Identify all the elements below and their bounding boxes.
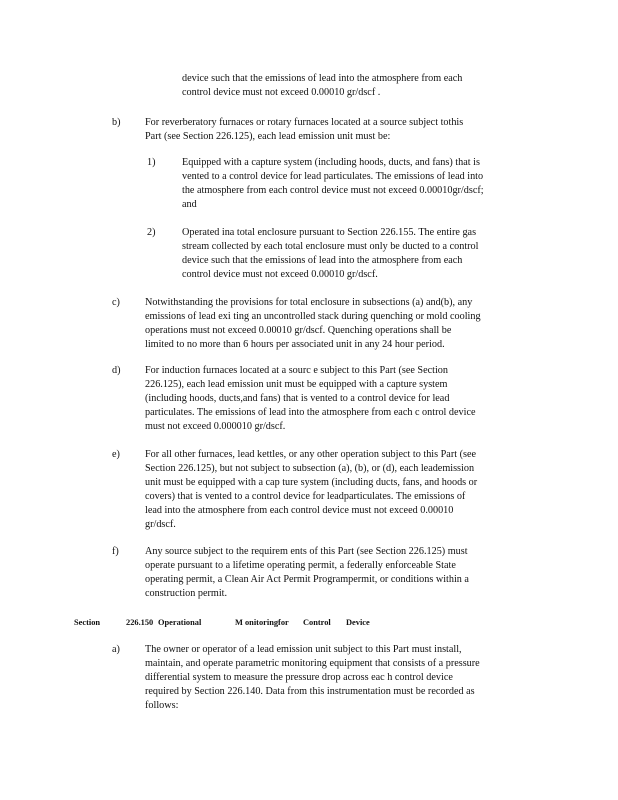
section-word: Section	[74, 618, 101, 627]
text-line: control device must not exceed 0.00010 gr/dscf.	[182, 269, 378, 280]
text-line: control device must not exceed 0.00010 gr/dscf .	[182, 87, 381, 98]
text-line: emissions of lead exi ting an uncontrolled stack during quenching or mold cooling	[145, 311, 481, 322]
section-item-label-a: a)	[112, 644, 120, 655]
section-title-part: M onitoringfor	[235, 618, 289, 627]
text-line: maintain, and operate parametric monitoring equipment that consists of a pressure	[145, 658, 480, 669]
item-label-f: f)	[112, 546, 119, 557]
text-line: construction permit.	[145, 588, 228, 599]
text-line: device such that the emissions of lead into the atmosphere from each	[182, 255, 463, 266]
text-line: device such that the emissions of lead into the atmosphere from each	[182, 73, 463, 84]
item-label-c: c)	[112, 297, 120, 308]
paragraph-d	[145, 364, 476, 434]
text-line: gr/dscf.	[145, 519, 176, 530]
text-line: operating permit, a Clean Air Act Permit Programpermit, or conditions within a	[145, 574, 469, 585]
text-line: differential system to measure the pressure drop across eac h control device	[145, 672, 453, 683]
text-line: Section 226.125), but not subject to subsection (a), (b), or (d), each leademission	[145, 463, 475, 474]
text-line: unit must be equipped with a cap ture system (including ducts, fans, and hoods or	[145, 477, 478, 488]
text-line: the atmosphere from each control device must not exceed 0.00010gr/dscf;	[182, 185, 484, 196]
text-line: required by Section 226.140. Data from this instrumentation must be recorded as	[145, 686, 475, 697]
text-line: must not exceed 0.000010 gr/dscf.	[145, 421, 286, 432]
item-label-b: b)	[112, 117, 121, 128]
text-line: Any source subject to the requirem ents of this Part (see Section 226.125) must	[145, 546, 468, 557]
text-line: vented to a control device for lead particulates. The emissions of lead into	[182, 171, 484, 182]
text-line: For all other furnaces, lead kettles, or any other operation subject to this Part (see	[145, 449, 476, 460]
paragraph-f	[145, 545, 469, 601]
text-line: operate pursuant to a lifetime operating permit, a federally enforceable State	[145, 560, 456, 571]
text-line: stream collected by each total enclosure must only be ducted to a control	[182, 241, 479, 252]
paragraph-e	[145, 448, 477, 532]
text-line: For induction furnaces located at a sourc e subject to this Part (see Section	[145, 365, 448, 376]
text-line: Notwithstanding the provisions for total enclosure in subsections (a) and(b), any	[145, 297, 473, 308]
text-line: limited to no more than 6 hours per associated unit in any 24 hour period.	[145, 339, 445, 350]
continuation-paragraph	[182, 72, 462, 100]
text-line: (including hoods, ducts,and fans) that is vented to a control device for lead	[145, 393, 450, 404]
text-line: covers) that is vented to a control device for leadparticulates. The emissions of	[145, 491, 466, 502]
text-line: The owner or operator of a lead emission unit subject to this Part must install,	[145, 644, 462, 655]
subitem-label-1: 1)	[147, 157, 156, 168]
text-line: 226.125), each lead emission unit must be equipped with a capture system	[145, 379, 448, 390]
paragraph-b	[145, 116, 463, 144]
text-line: Part (see Section 226.125), each lead emission unit must be:	[145, 131, 391, 142]
item-label-e: e)	[112, 449, 120, 460]
text-line: follows:	[145, 700, 179, 711]
section-title-part: Device	[346, 618, 370, 627]
item-label-d: d)	[112, 365, 121, 376]
text-line: Equipped with a capture system (including hoods, ducts, and fans) that is	[182, 157, 480, 168]
text-line: and	[182, 199, 197, 210]
text-line: operations must not exceed 0.00010 gr/dscf. Quenching operations shall be	[145, 325, 452, 336]
section-number: 226.150	[126, 618, 154, 627]
paragraph-b-2	[182, 226, 478, 282]
section-paragraph-a	[145, 643, 480, 713]
text-line: For reverberatory furnaces or rotary furnaces located at a source subject tothis	[145, 117, 464, 128]
subitem-label-2: 2)	[147, 227, 156, 238]
section-title-part: Operational	[158, 618, 202, 627]
text-line: particulates. The emissions of lead into the atmosphere from each c ontrol device	[145, 407, 476, 418]
paragraph-b-1	[182, 156, 484, 212]
text-line: lead into the atmosphere from each control device must not exceed 0.00010	[145, 505, 454, 516]
section-title-part: Control	[303, 618, 331, 627]
text-line: Operated ina total enclosure pursuant to Section 226.155. The entire gas	[182, 227, 477, 238]
paragraph-c	[145, 296, 481, 352]
